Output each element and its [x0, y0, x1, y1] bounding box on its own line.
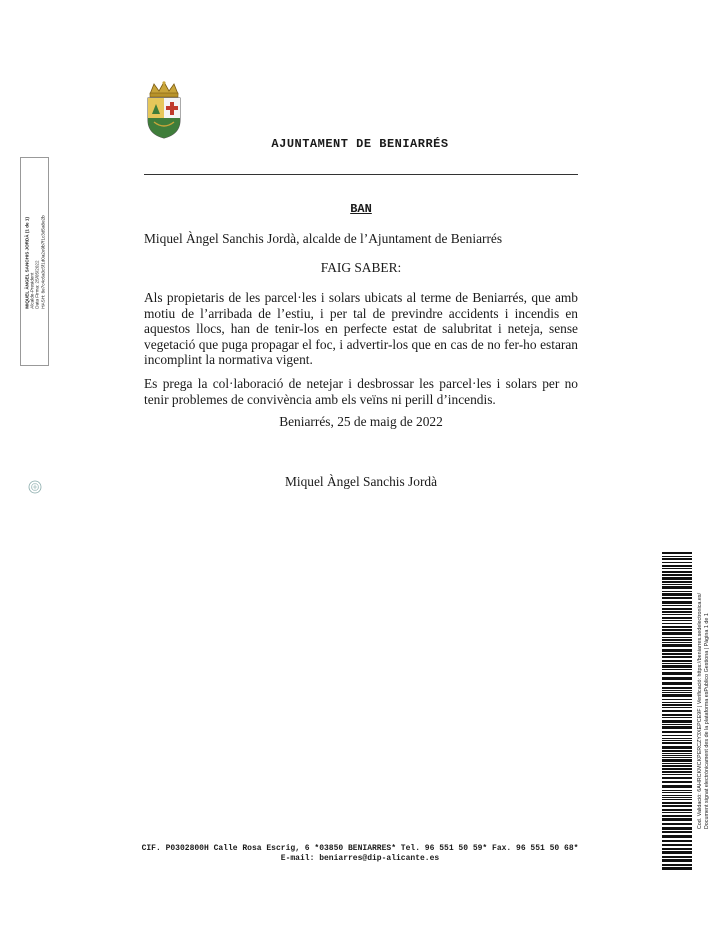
barcode-bar — [662, 574, 692, 576]
main-paragraph: Als propietaris de les parcel·les i solars ubicats al terme de Beniarrés, que amb motiu de l’arribada de l’estiu, i per tal de previndre accidents i incendis en aquestos llocs, han de tenir-los en perfecte estat de salubritat i neteja, sense vegetació que puga propagar el foc, i advertir-los que en cas de no fer-ho estaran incomplint la normativa vigent. — [144, 290, 578, 367]
barcode-bar — [662, 626, 692, 628]
barcode-bar — [662, 639, 692, 641]
barcode-bar — [662, 591, 692, 592]
barcode-bar — [662, 556, 692, 557]
barcode-bar — [662, 809, 692, 811]
barcode-bar — [662, 682, 692, 685]
barcode-bar — [662, 623, 692, 624]
barcode-bar — [662, 750, 692, 752]
barcode-bar — [662, 665, 692, 668]
header-divider — [144, 174, 578, 175]
barcode-bar — [662, 763, 692, 764]
barcode-bar — [662, 707, 692, 708]
barcode-bar — [662, 726, 692, 729]
barcode-bar — [662, 735, 692, 736]
barcode-bar — [662, 831, 692, 833]
barcode-bar — [662, 571, 692, 573]
coat-of-arms-logo — [144, 80, 184, 140]
barcode-bar — [662, 687, 692, 689]
barcode-bar — [662, 731, 692, 733]
barcode-bar — [662, 565, 692, 567]
signature-hash: HASH: 8e7c4c6a3c5f1d0a2e9b7f1c3d5a8e2b — [40, 215, 46, 309]
signature-signer: MIQUEL ÀNGEL SANCHIS JORDÀ (1 de 1) — [24, 217, 30, 309]
barcode-bar — [662, 781, 692, 783]
barcode-bar — [662, 867, 692, 870]
barcode-bar — [662, 802, 692, 804]
barcode-bar — [662, 755, 692, 756]
barcode-bar — [662, 777, 692, 779]
proclamation: FAIG SABER: — [320, 260, 402, 275]
barcode-bar — [662, 746, 692, 749]
barcode-bar — [662, 694, 692, 697]
barcode-bar — [662, 614, 692, 615]
barcode-bar — [662, 601, 692, 604]
barcode-bar — [662, 753, 692, 754]
barcode-bar — [662, 620, 692, 621]
barcode-bar — [662, 768, 692, 770]
barcode-bar — [662, 653, 692, 655]
barcode-bar — [662, 792, 692, 793]
signature-seal-icon — [28, 480, 42, 494]
barcode-bar — [662, 818, 692, 821]
barcode-bar — [662, 720, 692, 723]
barcode-bar — [662, 568, 692, 569]
barcode-bar — [662, 644, 692, 647]
barcode-bar — [662, 699, 692, 700]
verification-code: Cod. Validació: 6AHRCKMCKPERCZY3XEPCE9F | Verificació: https://beniarres.sedelectronica.es/ — [697, 592, 703, 830]
barcode-bar — [662, 690, 692, 691]
barcode-bar — [662, 859, 692, 862]
barcode-bar — [662, 799, 692, 800]
barcode-bar — [662, 632, 692, 635]
barcode-bar — [662, 795, 692, 796]
barcode-bar — [662, 629, 692, 631]
barcode-bar — [662, 649, 692, 652]
barcode-bar — [662, 864, 692, 866]
verification-platform: Document signat electrònicament des de la plataforma esPublico Gestiona | Pàgina 1 de 1 — [704, 613, 710, 830]
barcode-bar — [662, 584, 692, 585]
barcode-bar — [662, 724, 692, 725]
barcode-bar — [662, 552, 692, 554]
second-paragraph: Es prega la col·laboració de netejar i desbrossar les parcel·les i solars per no tenir problemes de convivència amb els veïns ni perill d’incendis. — [144, 376, 578, 407]
signature-stamp-text — [25, 215, 46, 308]
barcode-bar — [662, 759, 692, 762]
barcode-bar — [662, 663, 692, 664]
footer-address: CIF. P0302800H Calle Rosa Escrig, 6 *03850 BENIARRES* Tel. 96 551 50 59* Fax. 96 551 50 68* — [141, 844, 579, 853]
place-date: Beniarrés, 25 de maig de 2022 — [279, 414, 443, 429]
barcode-bar — [662, 656, 692, 658]
barcode-bar — [662, 611, 692, 613]
barcode-bar — [662, 856, 692, 858]
barcode-bar — [662, 617, 692, 619]
barcode-bar — [662, 790, 692, 791]
barcode-bar — [662, 605, 692, 606]
barcode-bar — [662, 702, 692, 703]
barcode-bar — [662, 714, 692, 716]
signature-date: Data Firma: 25/05/2022 — [35, 260, 40, 309]
barcode-bar — [662, 812, 692, 813]
barcode-bar — [662, 835, 692, 838]
barcode-bar — [662, 827, 692, 830]
organization-heading: AJUNTAMENT DE BENIARRÉS — [271, 137, 449, 151]
barcode-bar — [662, 677, 692, 680]
barcode-bar — [662, 823, 692, 825]
barcode-bar — [662, 771, 692, 773]
barcode-bar — [662, 844, 692, 846]
intro-line: Miquel Àngel Sanchis Jordà, alcalde de l’Ajuntament de Beniarrés — [144, 231, 503, 246]
barcode-bar — [662, 797, 692, 798]
barcode-bar — [662, 608, 692, 610]
barcode-bar — [662, 710, 692, 712]
signature-role: Alcalde-President — [29, 272, 35, 309]
barcode-bar — [662, 637, 692, 638]
barcode-bar — [662, 840, 692, 842]
signature-stamp — [20, 157, 49, 366]
barcode-bar — [662, 757, 692, 758]
barcode-bar — [662, 704, 692, 706]
barcode-bar — [662, 692, 692, 693]
barcode-bar — [662, 562, 692, 563]
barcode-bar — [662, 669, 692, 670]
footer-email: E-mail: beniarres@dip-alicante.es — [280, 854, 440, 863]
barcode-bar — [662, 774, 692, 775]
barcode-bar — [662, 597, 692, 599]
barcode-bar — [662, 738, 692, 739]
barcode-bar — [662, 742, 692, 744]
barcode-bar — [662, 577, 692, 580]
barcode-bar — [662, 848, 692, 850]
barcode-bar — [662, 586, 692, 589]
barcode-bar — [662, 581, 692, 583]
barcode-bar — [662, 593, 692, 596]
verification-caption — [697, 593, 711, 829]
verification-barcode — [662, 552, 692, 870]
barcode-bar — [662, 765, 692, 767]
barcode-bar — [662, 740, 692, 741]
barcode-bar — [662, 558, 692, 560]
barcode-bar — [662, 851, 692, 854]
barcode-bar — [662, 717, 692, 718]
signatory-name: Miquel Àngel Sanchis Jordà — [284, 474, 438, 489]
barcode-bar — [662, 672, 692, 675]
barcode-bar — [662, 642, 692, 643]
barcode-bar — [662, 660, 692, 662]
document-title: BAN — [350, 202, 372, 216]
barcode-bar — [662, 785, 692, 788]
barcode-bar — [662, 815, 692, 817]
barcode-bar — [662, 805, 692, 807]
